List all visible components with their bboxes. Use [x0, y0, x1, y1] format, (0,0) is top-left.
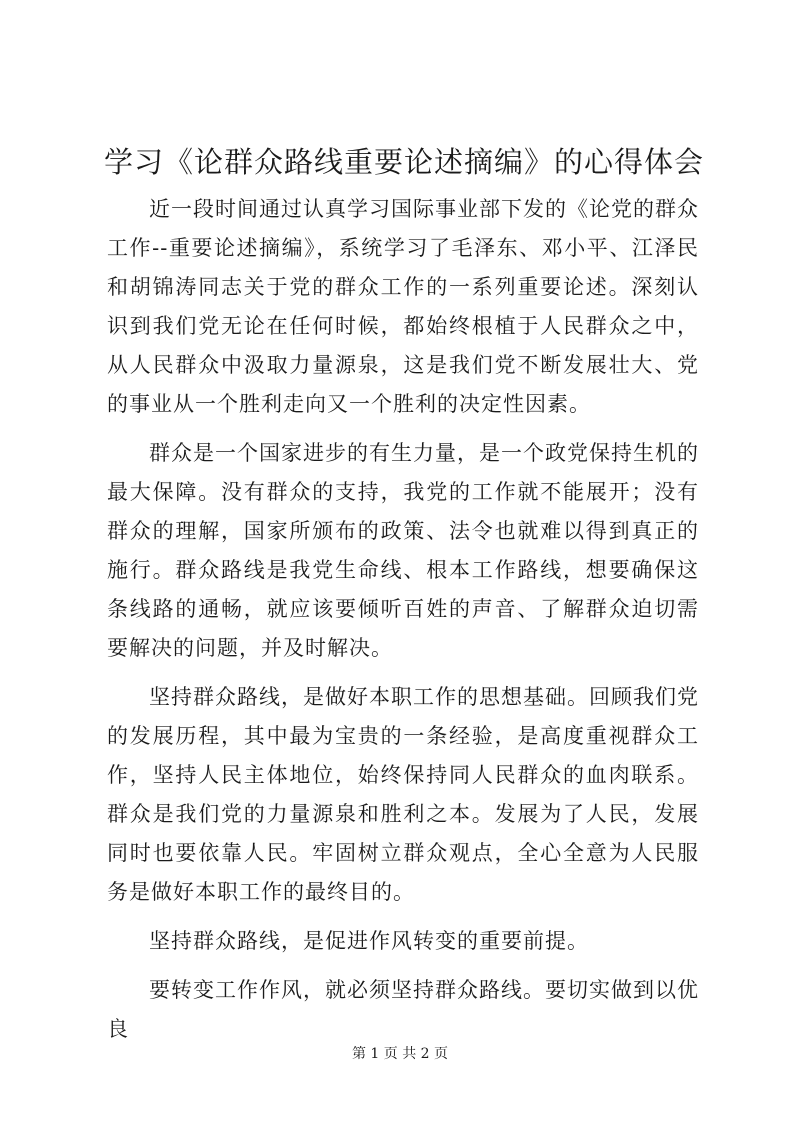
paragraph-1: 近一段时间通过认真学习国际事业部下发的《论党的群众工作--重要论述摘编》，系统学习了毛泽东、邓小平、江泽民和胡锦涛同志关于党的群众工作的一系列重要论述。深刻认识到我们党无论在任何时候，都始终根植于人民群众之中，从人民群众中汲取力量源泉，这是我们党不断发展壮大、党的事业从一个胜利走向又一个胜利的决定性因素。	[107, 197, 699, 416]
document-body	[107, 190, 699, 1059]
paragraph-3: 坚持群众路线，是做好本职工作的思想基础。回顾我们党的发展历程，其中最为宝贵的一条经验，是高度重视群众工作，坚持人民主体地位，始终保持同人民群众的血肉联系。群众是我们党的力量源泉和胜利之本。发展为了人民，发展同时也要依靠人民。牢固树立群众观点，全心全意为人民服务是做好本职工作的最终目的。	[107, 685, 699, 904]
page-footer: 第 1 页 共 2 页	[351, 1046, 449, 1062]
paragraph-4: 坚持群众路线，是促进作风转变的重要前提。	[149, 929, 589, 953]
paragraph-2: 群众是一个国家进步的有生力量，是一个政党保持生机的最大保障。没有群众的支持，我党的工作就不能展开；没有群众的理解，国家所颁布的政策、法令也就难以得到真正的施行。群众路线是我党生命线、根本工作路线，想要确保这条线路的通畅，就应该要倾听百姓的声音、了解群众迫切需要解决的问题，并及时解决。	[107, 441, 699, 660]
paragraph-5: 要转变工作作风，就必须坚持群众路线。要切实做到以优良	[107, 978, 699, 1041]
document-title: 学习《论群众路线重要论述摘编》的心得体会	[104, 145, 705, 179]
